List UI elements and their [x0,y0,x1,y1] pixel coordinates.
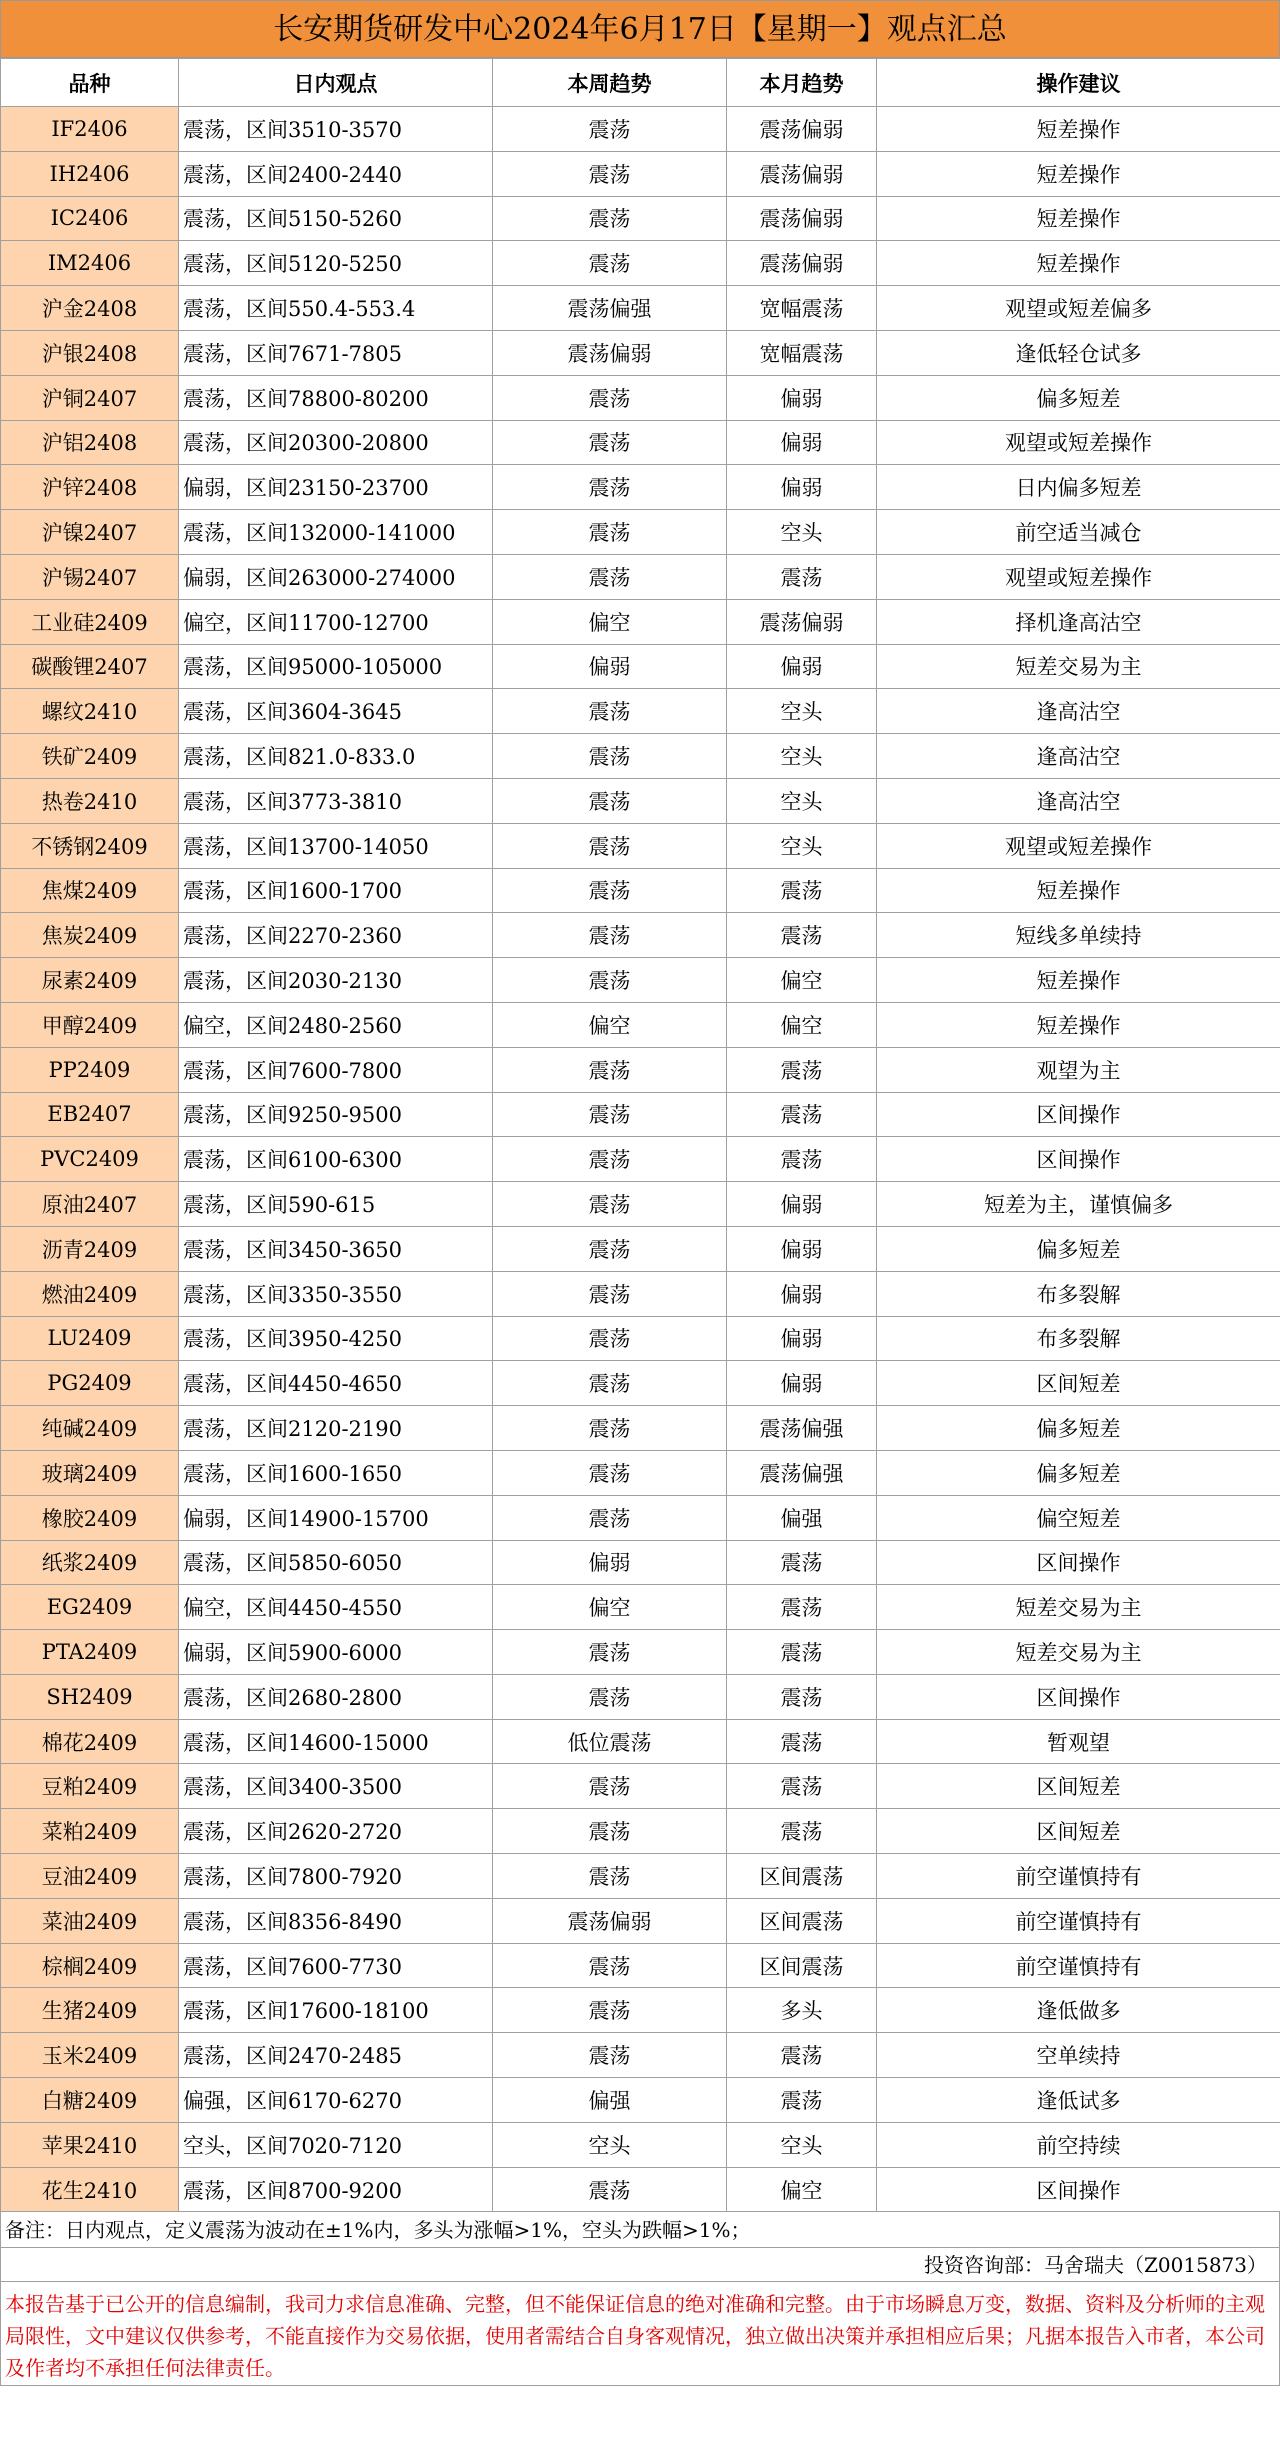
cell-week-trend: 偏强 [493,2078,727,2123]
cell-month-trend: 震荡 [727,1764,877,1809]
cell-intraday: 震荡，区间95000-105000 [179,644,493,689]
cell-advice: 前空谨慎持有 [877,1898,1280,1943]
cell-intraday: 震荡，区间3350-3550 [179,1271,493,1316]
cell-week-trend: 空头 [493,2122,727,2167]
cell-advice: 短差操作 [877,868,1280,913]
table-row [1,1585,1280,1630]
cell-week-trend: 震荡 [493,420,727,465]
cell-advice: 短线多单续持 [877,913,1280,958]
cell-month-trend: 偏强 [727,1495,877,1540]
cell-advice: 短差操作 [877,1002,1280,1047]
cell-advice: 短差操作 [877,107,1280,152]
cell-week-trend: 震荡 [493,465,727,510]
table-row [1,1182,1280,1227]
cell-month-trend: 宽幅震荡 [727,330,877,375]
table-row [1,151,1280,196]
cell-month-trend: 震荡偏弱 [727,241,877,286]
cell-week-trend: 震荡 [493,1361,727,1406]
cell-month-trend: 震荡 [727,1719,877,1764]
cell-variety: 螺纹2410 [1,689,179,734]
cell-advice: 短差操作 [877,151,1280,196]
cell-week-trend: 震荡 [493,1854,727,1899]
table-row [1,1406,1280,1451]
cell-variety: 豆油2409 [1,1854,179,1899]
cell-variety: 碳酸锂2407 [1,644,179,689]
table-row [1,644,1280,689]
cell-intraday: 震荡，区间2470-2485 [179,2033,493,2078]
cell-intraday: 偏空，区间2480-2560 [179,1002,493,1047]
cell-intraday: 震荡，区间20300-20800 [179,420,493,465]
cell-month-trend: 空头 [727,778,877,823]
cell-intraday: 震荡，区间550.4-553.4 [179,286,493,331]
cell-intraday: 震荡，区间5150-5260 [179,196,493,241]
cell-month-trend: 震荡 [727,1630,877,1675]
cell-month-trend: 震荡 [727,1540,877,1585]
cell-variety: 沪银2408 [1,330,179,375]
table-row [1,1137,1280,1182]
cell-intraday: 震荡，区间7600-7730 [179,1943,493,1988]
cell-week-trend: 低位震荡 [493,1719,727,1764]
cell-week-trend: 震荡 [493,1316,727,1361]
cell-variety: 苹果2410 [1,2122,179,2167]
cell-advice: 偏多短差 [877,1450,1280,1495]
table-row [1,1898,1280,1943]
cell-month-trend: 空头 [727,510,877,555]
cell-advice: 区间短差 [877,1361,1280,1406]
cell-advice: 短差操作 [877,241,1280,286]
cell-advice: 偏多短差 [877,1226,1280,1271]
cell-week-trend: 震荡 [493,241,727,286]
cell-advice: 逢低做多 [877,1988,1280,2033]
cell-month-trend: 偏弱 [727,1182,877,1227]
cell-intraday: 震荡，区间5850-6050 [179,1540,493,1585]
table-row [1,241,1280,286]
cell-variety: 甲醇2409 [1,1002,179,1047]
cell-month-trend: 震荡 [727,1674,877,1719]
cell-variety: PG2409 [1,1361,179,1406]
table-row [1,1809,1280,1854]
cell-variety: PVC2409 [1,1137,179,1182]
cell-week-trend: 震荡 [493,1182,727,1227]
cell-advice: 短差为主，谨慎偏多 [877,1182,1280,1227]
cell-advice: 区间操作 [877,1137,1280,1182]
cell-week-trend: 震荡 [493,734,727,779]
cell-intraday: 震荡，区间13700-14050 [179,823,493,868]
cell-intraday: 偏弱，区间263000-274000 [179,554,493,599]
cell-advice: 区间操作 [877,1674,1280,1719]
cell-advice: 逢高沽空 [877,734,1280,779]
cell-intraday: 震荡，区间5120-5250 [179,241,493,286]
cell-advice: 空单续持 [877,2033,1280,2078]
cell-month-trend: 震荡 [727,554,877,599]
cell-variety: SH2409 [1,1674,179,1719]
cell-intraday: 偏强，区间6170-6270 [179,2078,493,2123]
cell-intraday: 震荡，区间3950-4250 [179,1316,493,1361]
cell-month-trend: 震荡 [727,1047,877,1092]
cell-week-trend: 震荡 [493,689,727,734]
table-row [1,1316,1280,1361]
cell-advice: 观望或短差操作 [877,554,1280,599]
footnote: 备注：日内观点，定义震荡为波动在±1%内，多头为涨幅>1%，空头为跌幅>1%； [0,2212,1280,2248]
cell-week-trend: 偏空 [493,1002,727,1047]
cell-week-trend: 震荡 [493,1137,727,1182]
cell-variety: IC2406 [1,196,179,241]
cell-month-trend: 偏弱 [727,1361,877,1406]
cell-variety: PP2409 [1,1047,179,1092]
cell-week-trend: 偏空 [493,1585,727,1630]
cell-month-trend: 震荡偏弱 [727,599,877,644]
contact-info: 投资咨询部：马舍瑞夫（Z0015873） [0,2248,1280,2282]
cell-variety: 沪金2408 [1,286,179,331]
cell-variety: 菜粕2409 [1,1809,179,1854]
cell-month-trend: 偏弱 [727,420,877,465]
cell-intraday: 震荡，区间132000-141000 [179,510,493,555]
cell-advice: 观望为主 [877,1047,1280,1092]
cell-month-trend: 偏空 [727,958,877,1003]
cell-variety: 菜油2409 [1,1898,179,1943]
cell-intraday: 震荡，区间3400-3500 [179,1764,493,1809]
cell-month-trend: 偏弱 [727,1316,877,1361]
table-row [1,1002,1280,1047]
table-row [1,554,1280,599]
cell-variety: LU2409 [1,1316,179,1361]
cell-month-trend: 多头 [727,1988,877,2033]
cell-intraday: 震荡，区间6100-6300 [179,1137,493,1182]
cell-week-trend: 震荡 [493,1764,727,1809]
table-row [1,107,1280,152]
cell-variety: 焦煤2409 [1,868,179,913]
cell-advice: 区间操作 [877,2167,1280,2212]
table-row [1,1495,1280,1540]
table-row [1,510,1280,555]
cell-week-trend: 震荡偏弱 [493,1898,727,1943]
cell-intraday: 偏弱，区间5900-6000 [179,1630,493,1675]
cell-variety: 沪锡2407 [1,554,179,599]
cell-week-trend: 震荡 [493,1809,727,1854]
cell-variety: 沪镍2407 [1,510,179,555]
cell-variety: 原油2407 [1,1182,179,1227]
cell-week-trend: 震荡 [493,2033,727,2078]
header-intraday: 日内观点 [179,59,493,107]
cell-intraday: 震荡，区间78800-80200 [179,375,493,420]
table-row [1,1092,1280,1137]
cell-month-trend: 偏弱 [727,1226,877,1271]
cell-intraday: 震荡，区间1600-1700 [179,868,493,913]
cell-advice: 短差操作 [877,196,1280,241]
cell-intraday: 震荡，区间8356-8490 [179,1898,493,1943]
cell-month-trend: 震荡 [727,1585,877,1630]
cell-variety: 纯碱2409 [1,1406,179,1451]
cell-intraday: 震荡，区间821.0-833.0 [179,734,493,779]
table-row [1,2167,1280,2212]
cell-week-trend: 震荡 [493,1092,727,1137]
cell-variety: 尿素2409 [1,958,179,1003]
cell-week-trend: 震荡 [493,375,727,420]
table-row [1,823,1280,868]
table-row [1,1450,1280,1495]
table-row [1,913,1280,958]
cell-intraday: 震荡，区间7800-7920 [179,1854,493,1899]
cell-intraday: 空头，区间7020-7120 [179,2122,493,2167]
cell-week-trend: 震荡 [493,778,727,823]
cell-intraday: 震荡，区间8700-9200 [179,2167,493,2212]
cell-variety: 沪铝2408 [1,420,179,465]
cell-week-trend: 震荡 [493,1271,727,1316]
cell-variety: 铁矿2409 [1,734,179,779]
cell-month-trend: 震荡 [727,1809,877,1854]
table-row [1,734,1280,779]
table-row [1,1630,1280,1675]
cell-month-trend: 宽幅震荡 [727,286,877,331]
table-row [1,2033,1280,2078]
table-row [1,2122,1280,2167]
table-row [1,2078,1280,2123]
table-row [1,1854,1280,1899]
cell-intraday: 震荡，区间9250-9500 [179,1092,493,1137]
cell-month-trend: 区间震荡 [727,1854,877,1899]
cell-week-trend: 震荡 [493,1406,727,1451]
cell-month-trend: 空头 [727,823,877,868]
cell-month-trend: 偏弱 [727,375,877,420]
cell-week-trend: 震荡偏强 [493,286,727,331]
table-row [1,1719,1280,1764]
cell-intraday: 震荡，区间1600-1650 [179,1450,493,1495]
table-row [1,868,1280,913]
header-week-trend: 本周趋势 [493,59,727,107]
cell-variety: 棕榈2409 [1,1943,179,1988]
cell-week-trend: 震荡 [493,1047,727,1092]
cell-advice: 偏空短差 [877,1495,1280,1540]
cell-week-trend: 震荡 [493,1988,727,2033]
cell-intraday: 震荡，区间2120-2190 [179,1406,493,1451]
cell-intraday: 震荡，区间3773-3810 [179,778,493,823]
cell-advice: 布多裂解 [877,1271,1280,1316]
cell-intraday: 震荡，区间7600-7800 [179,1047,493,1092]
cell-week-trend: 震荡 [493,823,727,868]
table-row [1,330,1280,375]
cell-variety: 沪铜2407 [1,375,179,420]
cell-intraday: 震荡，区间4450-4650 [179,1361,493,1406]
cell-intraday: 震荡，区间2270-2360 [179,913,493,958]
cell-variety: IF2406 [1,107,179,152]
table-row [1,1943,1280,1988]
cell-intraday: 偏弱，区间14900-15700 [179,1495,493,1540]
cell-intraday: 震荡，区间2620-2720 [179,1809,493,1854]
cell-week-trend: 震荡 [493,554,727,599]
cell-week-trend: 偏弱 [493,1540,727,1585]
cell-week-trend: 震荡 [493,510,727,555]
cell-month-trend: 震荡偏强 [727,1406,877,1451]
cell-month-trend: 区间震荡 [727,1943,877,1988]
cell-month-trend: 偏空 [727,2167,877,2212]
cell-advice: 区间操作 [877,1540,1280,1585]
cell-variety: 热卷2410 [1,778,179,823]
cell-advice: 前空谨慎持有 [877,1854,1280,1899]
cell-month-trend: 震荡偏弱 [727,196,877,241]
cell-week-trend: 震荡 [493,196,727,241]
cell-month-trend: 空头 [727,2122,877,2167]
cell-week-trend: 震荡偏弱 [493,330,727,375]
cell-variety: 玉米2409 [1,2033,179,2078]
table-row [1,196,1280,241]
cell-variety: 沪锌2408 [1,465,179,510]
cell-advice: 前空持续 [877,2122,1280,2167]
table-row [1,286,1280,331]
cell-advice: 逢低轻仓试多 [877,330,1280,375]
cell-variety: EB2407 [1,1092,179,1137]
cell-variety: EG2409 [1,1585,179,1630]
cell-variety: 豆粕2409 [1,1764,179,1809]
table-row [1,1361,1280,1406]
cell-month-trend: 空头 [727,689,877,734]
cell-intraday: 震荡，区间590-615 [179,1182,493,1227]
table-row [1,778,1280,823]
cell-week-trend: 震荡 [493,151,727,196]
cell-week-trend: 震荡 [493,1226,727,1271]
cell-advice: 偏多短差 [877,375,1280,420]
cell-month-trend: 震荡偏弱 [727,107,877,152]
table-row [1,375,1280,420]
cell-variety: 沥青2409 [1,1226,179,1271]
cell-advice: 日内偏多短差 [877,465,1280,510]
cell-month-trend: 震荡 [727,913,877,958]
cell-advice: 暂观望 [877,1719,1280,1764]
cell-advice: 前空适当减仓 [877,510,1280,555]
table-row [1,1226,1280,1271]
cell-advice: 布多裂解 [877,1316,1280,1361]
cell-intraday: 震荡，区间2030-2130 [179,958,493,1003]
table-row [1,958,1280,1003]
cell-week-trend: 震荡 [493,1943,727,1988]
cell-variety: 棉花2409 [1,1719,179,1764]
cell-variety: IH2406 [1,151,179,196]
cell-intraday: 震荡，区间17600-18100 [179,1988,493,2033]
cell-week-trend: 震荡 [493,1674,727,1719]
table-row [1,1988,1280,2033]
header-variety: 品种 [1,59,179,107]
cell-month-trend: 偏弱 [727,644,877,689]
cell-advice: 区间操作 [877,1092,1280,1137]
cell-month-trend: 偏弱 [727,465,877,510]
cell-intraday: 震荡，区间7671-7805 [179,330,493,375]
cell-variety: 不锈钢2409 [1,823,179,868]
cell-advice: 区间短差 [877,1809,1280,1854]
table-row [1,689,1280,734]
cell-month-trend: 震荡偏强 [727,1450,877,1495]
cell-intraday: 偏空，区间11700-12700 [179,599,493,644]
table-row [1,1540,1280,1585]
cell-month-trend: 震荡 [727,1137,877,1182]
page-title: 长安期货研发中心2024年6月17日【星期一】观点汇总 [0,0,1280,58]
cell-advice: 择机逢高沽空 [877,599,1280,644]
table-row [1,420,1280,465]
cell-intraday: 偏弱，区间23150-23700 [179,465,493,510]
cell-week-trend: 震荡 [493,958,727,1003]
cell-advice: 偏多短差 [877,1406,1280,1451]
cell-month-trend: 偏弱 [727,1271,877,1316]
cell-intraday: 震荡，区间2680-2800 [179,1674,493,1719]
cell-intraday: 震荡，区间3510-3570 [179,107,493,152]
header-month-trend: 本月趋势 [727,59,877,107]
cell-month-trend: 偏空 [727,1002,877,1047]
cell-month-trend: 震荡 [727,2033,877,2078]
cell-variety: 生猪2409 [1,1988,179,2033]
cell-month-trend: 震荡 [727,868,877,913]
cell-month-trend: 震荡 [727,1092,877,1137]
cell-advice: 观望或短差操作 [877,823,1280,868]
cell-variety: 纸浆2409 [1,1540,179,1585]
cell-variety: PTA2409 [1,1630,179,1675]
cell-week-trend: 震荡 [493,1630,727,1675]
cell-advice: 观望或短差操作 [877,420,1280,465]
table-body [1,107,1280,2212]
table-row [1,1764,1280,1809]
disclaimer-text: 本报告基于已公开的信息编制，我司力求信息准确、完整，但不能保证信息的绝对准确和完整。由于市场瞬息万变，数据、资料及分析师的主观局限性，文中建议仅供参考，不能直接作为交易依据，使用者需结合自身客观情况，独立做出决策并承担相应后果；凡据本报告入市者，本公司及作者均不承担任何法律责任。 [0,2282,1280,2386]
cell-intraday: 震荡，区间2400-2440 [179,151,493,196]
cell-advice: 逢高沽空 [877,689,1280,734]
cell-advice: 短差交易为主 [877,1585,1280,1630]
cell-week-trend: 偏弱 [493,644,727,689]
cell-advice: 短差操作 [877,958,1280,1003]
cell-variety: 白糖2409 [1,2078,179,2123]
cell-advice: 逢高沽空 [877,778,1280,823]
cell-advice: 观望或短差偏多 [877,286,1280,331]
table-row [1,1047,1280,1092]
table-row [1,1674,1280,1719]
cell-month-trend: 区间震荡 [727,1898,877,1943]
cell-advice: 区间短差 [877,1764,1280,1809]
cell-variety: 花生2410 [1,2167,179,2212]
cell-intraday: 震荡，区间3450-3650 [179,1226,493,1271]
outlook-table [0,58,1280,2212]
cell-week-trend: 震荡 [493,868,727,913]
cell-intraday: 偏空，区间4450-4550 [179,1585,493,1630]
cell-advice: 短差交易为主 [877,644,1280,689]
cell-variety: 工业硅2409 [1,599,179,644]
cell-variety: 燃油2409 [1,1271,179,1316]
cell-intraday: 震荡，区间14600-15000 [179,1719,493,1764]
cell-week-trend: 震荡 [493,1450,727,1495]
cell-week-trend: 偏空 [493,599,727,644]
cell-variety: IM2406 [1,241,179,286]
cell-month-trend: 震荡偏弱 [727,151,877,196]
cell-week-trend: 震荡 [493,2167,727,2212]
cell-advice: 短差交易为主 [877,1630,1280,1675]
header-advice: 操作建议 [877,59,1280,107]
cell-week-trend: 震荡 [493,1495,727,1540]
cell-intraday: 震荡，区间3604-3645 [179,689,493,734]
cell-month-trend: 空头 [727,734,877,779]
table-row [1,599,1280,644]
cell-advice: 逢低试多 [877,2078,1280,2123]
table-header-row [1,59,1280,107]
cell-variety: 橡胶2409 [1,1495,179,1540]
cell-month-trend: 震荡 [727,2078,877,2123]
table-row [1,465,1280,510]
cell-variety: 玻璃2409 [1,1450,179,1495]
cell-advice: 前空谨慎持有 [877,1943,1280,1988]
cell-week-trend: 震荡 [493,107,727,152]
cell-week-trend: 震荡 [493,913,727,958]
table-row [1,1271,1280,1316]
cell-variety: 焦炭2409 [1,913,179,958]
